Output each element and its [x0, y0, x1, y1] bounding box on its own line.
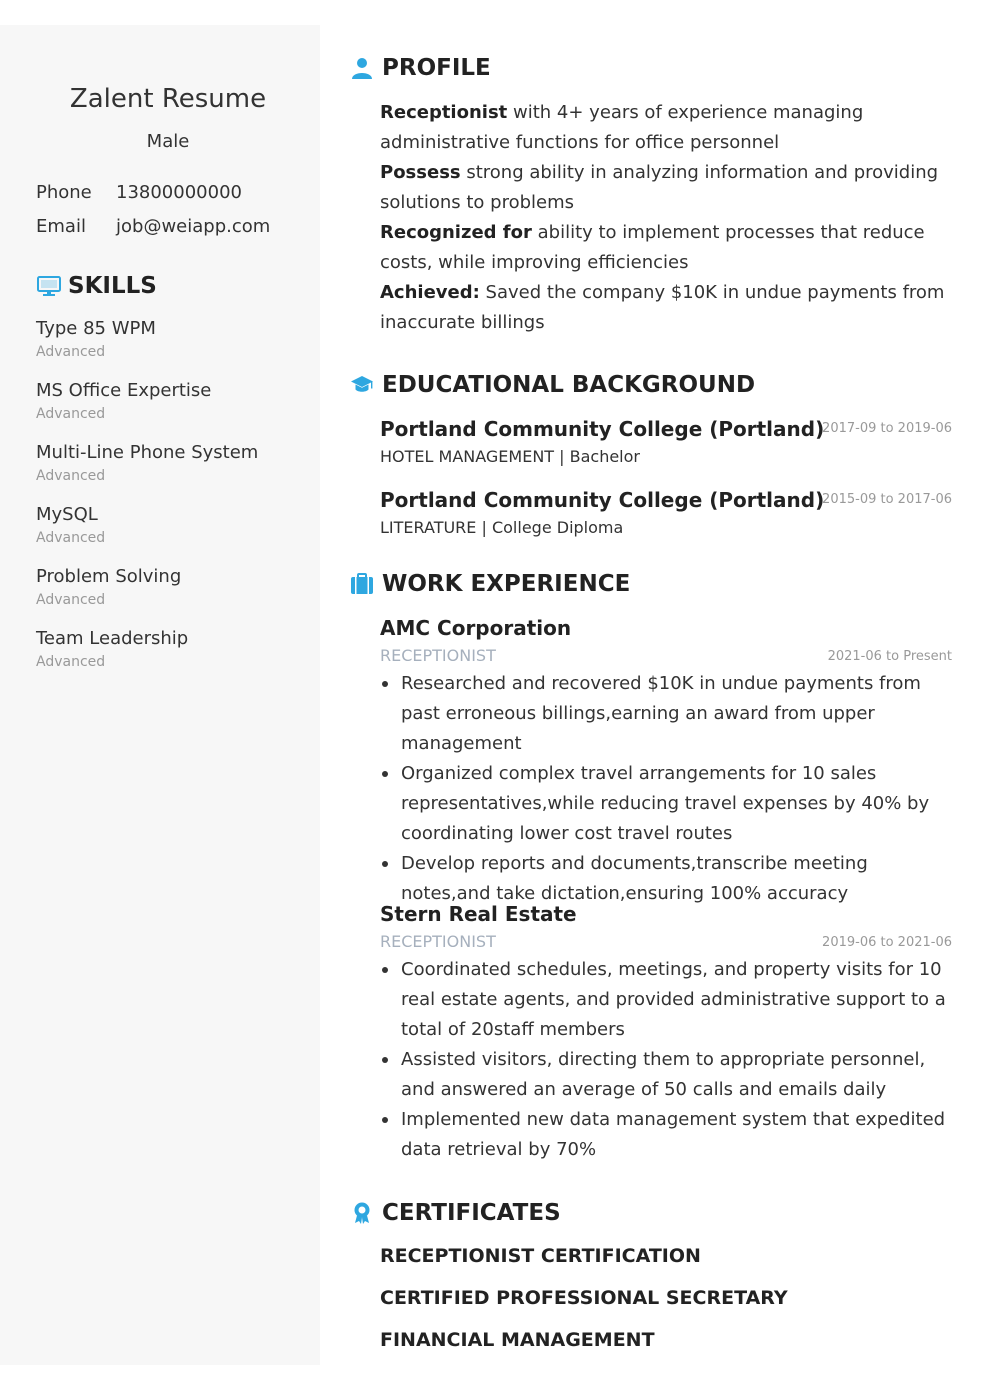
profile-item-text: ability to implement processes that reduce costs, while improving efficiencies: [380, 222, 925, 273]
work-bullet: Implemented new data management system that expedited data retrieval by 70%: [380, 1105, 952, 1165]
contact-label: Email: [36, 216, 86, 237]
skill-item: [36, 503, 105, 548]
skill-item: [36, 627, 188, 672]
profile-item: [380, 98, 960, 158]
profile-heading: [350, 55, 491, 81]
education-date: 2015-09 to 2017-06: [822, 492, 952, 507]
education-item: [380, 415, 952, 469]
profile-item: [380, 158, 960, 218]
work-item: [380, 614, 952, 909]
work-role: RECEPTIONIST: [380, 932, 496, 951]
profile-item: [380, 218, 960, 278]
profile-title: PROFILE: [382, 55, 491, 81]
skill-level: Advanced: [36, 468, 106, 484]
work-heading: [350, 571, 630, 597]
profile-item-lead: Receptionist: [380, 102, 508, 123]
award-ribbon-icon: [350, 1201, 374, 1225]
certificate-item: CERTIFIED PROFESSIONAL SECRETARY: [380, 1287, 788, 1309]
education-date: 2017-09 to 2019-06: [822, 421, 952, 436]
education-major: HOTEL MANAGEMENT | Bachelor: [380, 447, 640, 466]
skill-name: MySQL: [36, 504, 98, 525]
skill-level: Advanced: [36, 406, 106, 422]
skills-title: SKILLS: [68, 273, 157, 299]
work-company: Stern Real Estate: [380, 902, 577, 926]
skill-name: Type 85 WPM: [36, 318, 156, 339]
skill-item: [36, 317, 156, 362]
education-school: Portland Community College (Portland): [380, 417, 825, 441]
skill-name: Multi-Line Phone System: [36, 442, 259, 463]
work-date: 2019-06 to 2021-06: [822, 935, 952, 950]
contact-label: Phone: [36, 182, 92, 203]
monitor-icon: [36, 274, 62, 298]
skill-level: Advanced: [36, 530, 106, 546]
certificates-heading: [350, 1200, 561, 1226]
contact-value: job@weiapp.com: [116, 216, 271, 237]
contact-phone: [36, 182, 242, 203]
work-bullets: [380, 669, 952, 909]
work-bullet: Develop reports and documents,transcribe meeting notes,and take dictation,ensuring 100% accuracy: [380, 849, 952, 909]
skill-name: Team Leadership: [36, 628, 189, 649]
briefcase-icon: [350, 572, 374, 596]
skill-item: [36, 379, 211, 424]
profile-item-lead: Achieved:: [380, 282, 480, 303]
work-bullets: [380, 955, 952, 1165]
skill-level: Advanced: [36, 344, 106, 360]
profile-item-lead: Possess: [380, 162, 461, 183]
certificate-item: RECEPTIONIST CERTIFICATION: [380, 1245, 701, 1267]
certificate-item: FINANCIAL MANAGEMENT: [380, 1329, 655, 1351]
work-role: RECEPTIONIST: [380, 646, 496, 665]
contact-value: 13800000000: [116, 182, 242, 203]
education-school: Portland Community College (Portland): [380, 488, 825, 512]
candidate-name: Zalent Resume: [69, 84, 267, 114]
profile-item-text: with 4+ years of experience managing administrative functions for office personnel: [380, 102, 864, 153]
work-bullet: Researched and recovered $10K in undue payments from past erroneous billings,earning an award from upper management: [380, 669, 952, 759]
education-title: EDUCATIONAL BACKGROUND: [382, 372, 756, 398]
education-heading: [350, 372, 755, 398]
profile-summary: [380, 98, 960, 338]
candidate-gender: Male: [146, 131, 190, 152]
profile-item-lead: Recognized for: [380, 222, 532, 243]
profile-item: [380, 278, 960, 338]
work-date: 2021-06 to Present: [827, 649, 952, 664]
profile-item-text: strong ability in analyzing information and providing solutions to problems: [380, 162, 939, 213]
work-title: WORK EXPERIENCE: [382, 571, 631, 597]
skills-heading: [36, 273, 157, 299]
skill-item: [36, 565, 181, 610]
education-item: [380, 486, 952, 540]
work-company: AMC Corporation: [380, 616, 572, 640]
skill-name: Problem Solving: [36, 566, 182, 587]
work-item: [380, 900, 952, 1165]
skill-item: [36, 441, 258, 486]
contact-email: [36, 216, 270, 237]
user-icon: [350, 56, 374, 80]
skill-level: Advanced: [36, 654, 106, 670]
skill-name: MS Office Expertise: [36, 380, 212, 401]
work-bullet: Assisted visitors, directing them to appropriate personnel, and answered an average of 50 calls and emails daily: [380, 1045, 952, 1105]
work-bullet: Organized complex travel arrangements for 10 sales representatives,while reducing travel expenses by 40% by coordinating lower cost travel routes: [380, 759, 952, 849]
work-bullet: Coordinated schedules, meetings, and property visits for 10 real estate agents, and provided administrative support to a total of 20staff members: [380, 955, 952, 1045]
graduation-cap-icon: [350, 373, 374, 397]
skill-level: Advanced: [36, 592, 106, 608]
certificates-title: CERTIFICATES: [382, 1200, 561, 1226]
education-major: LITERATURE | College Diploma: [380, 518, 624, 537]
profile-item-text: Saved the company $10K in undue payments from inaccurate billings: [380, 282, 945, 333]
